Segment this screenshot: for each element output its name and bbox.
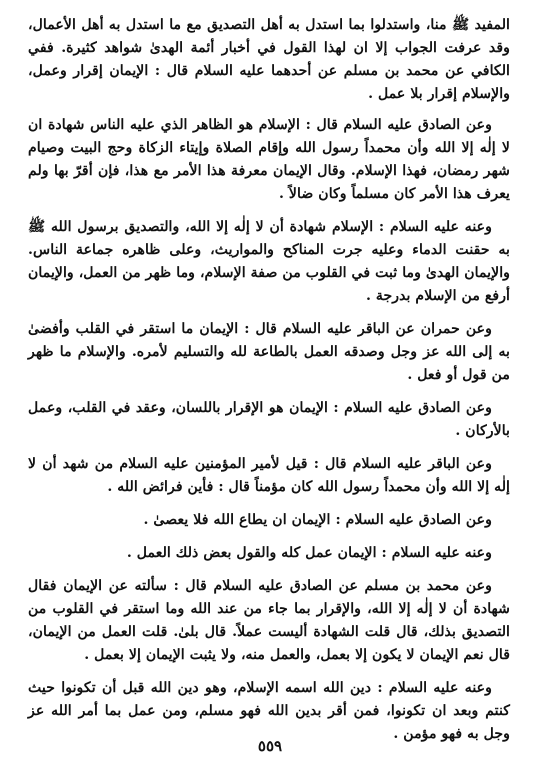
paragraph: وعنه عليه السلام : دين الله اسمه الإسلام، وهو دين الله قبل أن تكونوا حيث كنتم وبعد ان تكونوا، فمن أقر بدين الله فهو مسلم، ومن عمل بما أمر الله عز وجل به فهو مؤمن . [28, 680, 510, 742]
paragraph: وعن الصادق عليه السلام : الإيمان ان يطاع الله فلا يعصىٰ . [143, 512, 492, 528]
paragraph: وعن حمران عن الباقر عليه السلام قال : الإيمان ما استقر في القلب وأفضىٰ به إلى الله عز وجل وصدقه العمل بالطاعة لله والتسليم لأمره. والإسلام ما ظهر من قول أو فعل . [28, 321, 510, 383]
paragraph: وعنه عليه السلام : الإسلام شهادة أن لا إلٰه إلا الله، والتصديق برسول الله ﷺ به حقنت الدماء وعليه جرت المناكح والمواريث، وعلى ظاهره جماعة الناس. والإيمان الهدىٰ وما ثبت في القلوب من صفة الإسلام، وما ظهر من العمل، والإيمان أرفع من الإسلام بدرجة . [28, 219, 510, 304]
paragraph: وعن الصادق عليه السلام قال : الإسلام هو الظاهر الذي عليه الناس شهادة ان لا إلٰه إلا الله وأن محمداً رسول الله وإقام الصلاة وإيتاء الزكاة وحج البيت وصيام شهر رمضان، فهذا الإسلام. وقال الإيمان معرفة هذا الأمر مع هذا، فإن أقرّ بها ولم يعرف هذا الأمر كان مسلماً وكان ضالاً . [28, 117, 510, 202]
page-number: ٥٥٩ [257, 737, 283, 755]
paragraph: وعن محمد بن مسلم عن الصادق عليه السلام قال : سألته عن الإيمان فقال شهادة أن لا إلٰه إلا الله، والإقرار بما جاء من عند الله وما استقر في القلوب من التصديق بذلك، قال قلت الشهادة أليست عملاً. قال بلىٰ. قلت العمل من الإيمان، قال نعم الإيمان لا يكون إلا بعمل، والعمل منه، ولا يثبت الإيمان إلا بعمل . [28, 578, 510, 663]
paragraph: وعن الصادق عليه السلام : الإيمان هو الإقرار باللسان، وعقد في القلب، وعمل بالأركان . [28, 400, 510, 439]
paragraph-continuation: المفيد ﷺ منا، واستدلوا بما استدل به أهل التصديق مع ما استدل به أهل الأعمال، وقد عرفت الجواب إلا ان لهذا القول في أخبار أئمة الهدىٰ شواهد كثيرة. ففي الكافي عن محمد بن مسلم عن أحدهما عليه السلام قال : الإيمان إقرار وعمل، والإسلام إقرار بلا عمل . [28, 17, 510, 102]
paragraph: وعنه عليه السلام : الإيمان عمل كله والقول بعض ذلك العمل . [126, 545, 492, 561]
paragraph: وعن الباقر عليه السلام قال : قيل لأمير المؤمنين عليه السلام من شهد أن لا إلٰه إلا الله وأن محمداً رسول الله كان مؤمناً قال : فأين فرائض الله . [28, 456, 510, 495]
